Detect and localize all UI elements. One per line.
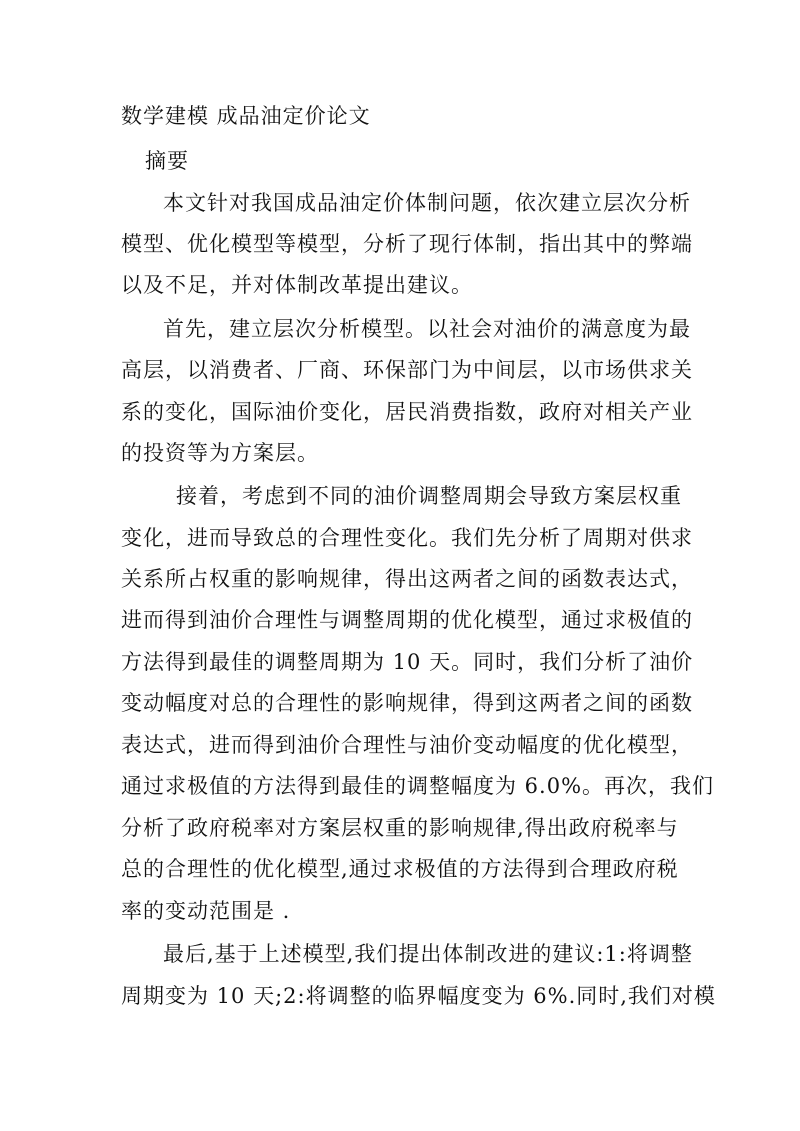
document-title: 数学建模 成品油定价论文 (121, 104, 371, 128)
paragraph-line: 接着，考虑到不同的油价调整周期会导致方案层权重 (176, 484, 682, 508)
paragraph-line: 变动幅度对总的合理性的影响规律，得到这两者之间的函数 (121, 691, 693, 715)
paragraph-line: 方法得到最佳的调整周期为 10 天。同时，我们分析了油价 (121, 650, 694, 674)
paragraph-line: 通过求极值的方法得到最佳的调整幅度为 6.0%。再次，我们 (121, 774, 715, 798)
paragraph-line: 本文针对我国成品油定价体制问题，依次建立层次分析 (163, 191, 691, 215)
abstract-heading: 摘要 (145, 149, 189, 173)
paragraph-line: 分析了政府税率对方案层权重的影响规律,得出政府税率与 (121, 816, 679, 840)
paragraph-line: 周期变为 10 天;2:将调整的临界幅度变为 6%.同时,我们对模 (121, 984, 716, 1008)
paragraph-line: 以及不足，并对体制改革提出建议。 (121, 273, 473, 297)
paragraph-line: 首先，建立层次分析模型。以社会对油价的满意度为最 (163, 317, 691, 341)
paragraph-line: 率的变动范围是 . (121, 899, 291, 923)
paragraph-line: 的投资等为方案层。 (121, 441, 319, 465)
paragraph-line: 进而得到油价合理性与调整周期的优化模型，通过求极值的 (121, 608, 693, 632)
paragraph-line: 总的合理性的优化模型,通过求极值的方法得到合理政府税 (121, 857, 679, 881)
paragraph-line: 模型、优化模型等模型，分析了现行体制，指出其中的弊端 (121, 232, 693, 256)
paragraph-line: 高层，以消费者、厂商、环保部门为中间层，以市场供求关 (121, 358, 693, 382)
paragraph-line: 关系所占权重的影响规律，得出这两者之间的函数表达式， (121, 567, 693, 591)
paragraph-line: 表达式，进而得到油价合理性与油价变动幅度的优化模型， (121, 733, 693, 757)
paragraph-line: 系的变化，国际油价变化，居民消费指数，政府对相关产业 (121, 400, 693, 424)
paragraph-line: 最后,基于上述模型,我们提出体制改进的建议:1:将调整 (163, 942, 693, 966)
paragraph-line: 变化，进而导致总的合理性变化。我们先分析了周期对供求 (121, 526, 693, 550)
